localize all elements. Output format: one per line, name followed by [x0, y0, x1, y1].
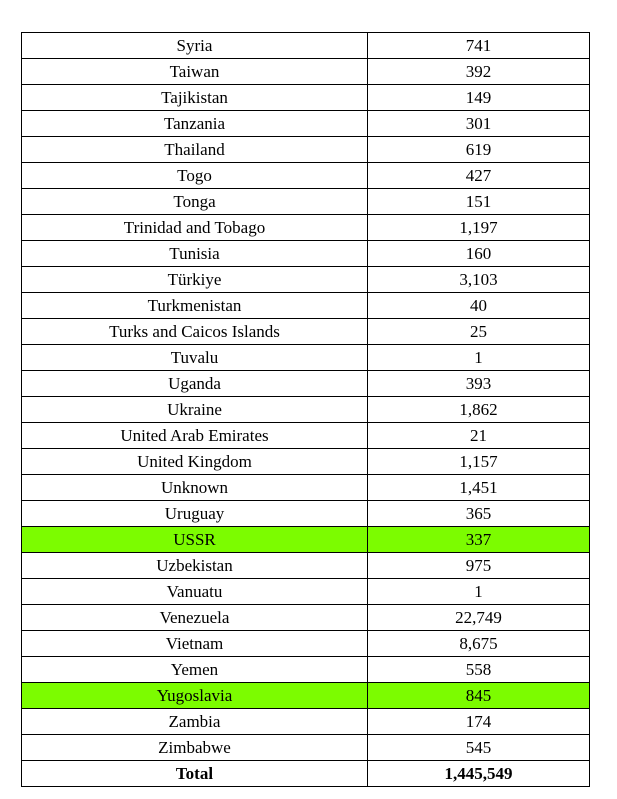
value-cell: 25 — [368, 319, 590, 345]
value-cell: 619 — [368, 137, 590, 163]
table-row — [22, 241, 590, 267]
country-cell: Vietnam — [22, 631, 368, 657]
value-cell: 1 — [368, 579, 590, 605]
table-row — [22, 397, 590, 423]
country-cell: Türkiye — [22, 267, 368, 293]
country-cell: Syria — [22, 33, 368, 59]
country-cell: Thailand — [22, 137, 368, 163]
table-row — [22, 85, 590, 111]
value-cell: 1,862 — [368, 397, 590, 423]
country-cell: Uruguay — [22, 501, 368, 527]
country-cell: Venezuela — [22, 605, 368, 631]
country-cell: Yugoslavia — [22, 683, 368, 709]
value-cell: 151 — [368, 189, 590, 215]
table-row — [22, 137, 590, 163]
table-row — [22, 215, 590, 241]
table-row — [22, 345, 590, 371]
value-cell: 1,197 — [368, 215, 590, 241]
country-cell: United Arab Emirates — [22, 423, 368, 449]
country-cell: Turkmenistan — [22, 293, 368, 319]
table-row — [22, 709, 590, 735]
table-row — [22, 59, 590, 85]
table-row — [22, 579, 590, 605]
country-cell: Vanuatu — [22, 579, 368, 605]
value-cell: 40 — [368, 293, 590, 319]
country-cell: Uganda — [22, 371, 368, 397]
table-row — [22, 293, 590, 319]
country-cell: Togo — [22, 163, 368, 189]
table-row — [22, 735, 590, 761]
value-cell: 393 — [368, 371, 590, 397]
total-label: Total — [22, 761, 368, 787]
country-cell: Ukraine — [22, 397, 368, 423]
total-row — [22, 761, 590, 787]
total-value: 1,445,549 — [368, 761, 590, 787]
value-cell: 545 — [368, 735, 590, 761]
country-cell: Trinidad and Tobago — [22, 215, 368, 241]
value-cell: 365 — [368, 501, 590, 527]
value-cell: 149 — [368, 85, 590, 111]
country-cell: Tajikistan — [22, 85, 368, 111]
table-row — [22, 501, 590, 527]
table-row — [22, 657, 590, 683]
table-body — [22, 33, 590, 787]
table-row — [22, 371, 590, 397]
country-count-table — [21, 32, 590, 787]
country-cell: Taiwan — [22, 59, 368, 85]
country-cell: Zimbabwe — [22, 735, 368, 761]
value-cell: 392 — [368, 59, 590, 85]
table-row — [22, 631, 590, 657]
table-row — [22, 683, 590, 709]
country-cell: United Kingdom — [22, 449, 368, 475]
table-row — [22, 319, 590, 345]
table-row — [22, 33, 590, 59]
value-cell: 741 — [368, 33, 590, 59]
country-cell: Turks and Caicos Islands — [22, 319, 368, 345]
value-cell: 21 — [368, 423, 590, 449]
value-cell: 174 — [368, 709, 590, 735]
table-row — [22, 423, 590, 449]
value-cell: 975 — [368, 553, 590, 579]
country-cell: Tunisia — [22, 241, 368, 267]
country-cell: Zambia — [22, 709, 368, 735]
country-cell: Yemen — [22, 657, 368, 683]
value-cell: 8,675 — [368, 631, 590, 657]
table-row — [22, 111, 590, 137]
value-cell: 1,451 — [368, 475, 590, 501]
country-cell: Uzbekistan — [22, 553, 368, 579]
country-cell: Tonga — [22, 189, 368, 215]
table-row — [22, 527, 590, 553]
table-row — [22, 553, 590, 579]
value-cell: 3,103 — [368, 267, 590, 293]
country-cell: Tuvalu — [22, 345, 368, 371]
value-cell: 1 — [368, 345, 590, 371]
value-cell: 22,749 — [368, 605, 590, 631]
value-cell: 301 — [368, 111, 590, 137]
table-row — [22, 475, 590, 501]
value-cell: 845 — [368, 683, 590, 709]
table-row — [22, 267, 590, 293]
table-row — [22, 449, 590, 475]
value-cell: 1,157 — [368, 449, 590, 475]
table-row — [22, 189, 590, 215]
country-cell: USSR — [22, 527, 368, 553]
value-cell: 337 — [368, 527, 590, 553]
country-cell: Unknown — [22, 475, 368, 501]
table-row — [22, 163, 590, 189]
country-cell: Tanzania — [22, 111, 368, 137]
value-cell: 558 — [368, 657, 590, 683]
table-row — [22, 605, 590, 631]
value-cell: 427 — [368, 163, 590, 189]
value-cell: 160 — [368, 241, 590, 267]
